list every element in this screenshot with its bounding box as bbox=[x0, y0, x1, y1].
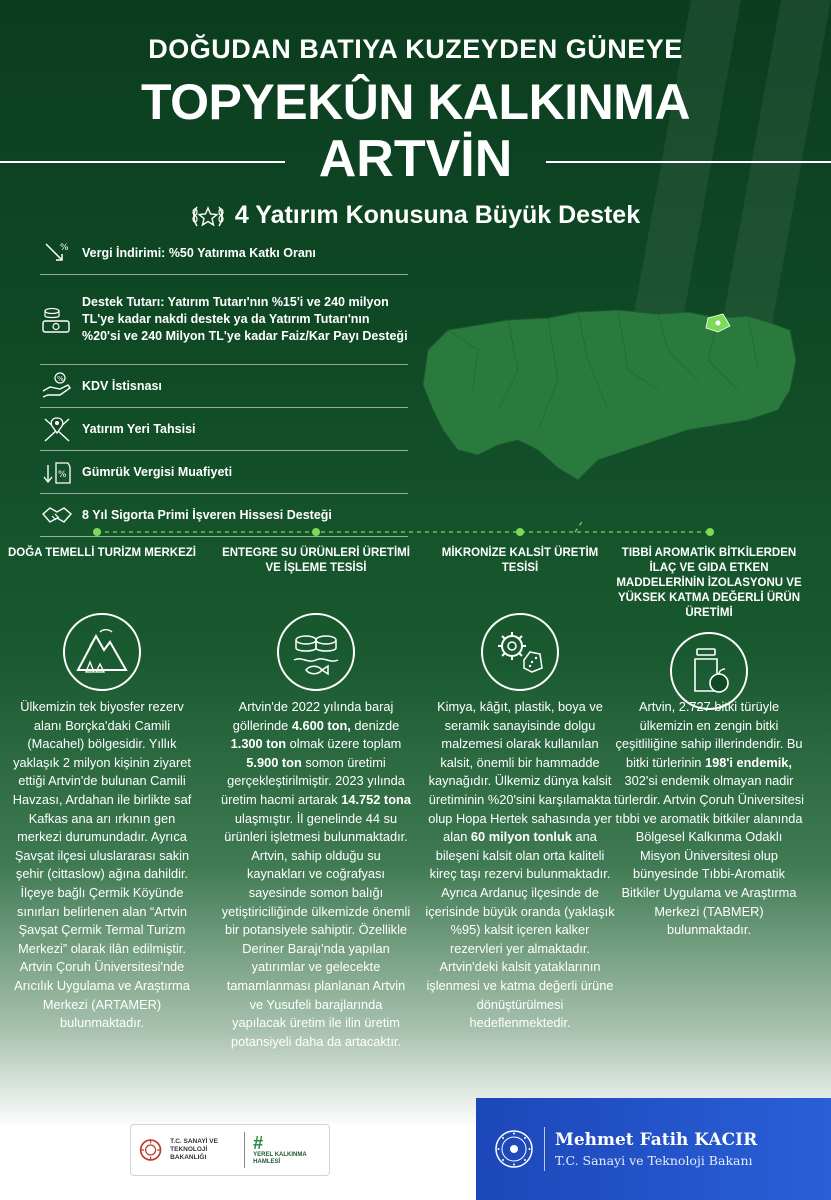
body-part: olmak üzere toplam bbox=[286, 736, 402, 752]
minister-role: T.C. Sanayi ve Teknoloji Bakanı bbox=[555, 1153, 753, 1168]
city-title: ARTVİN bbox=[318, 130, 513, 188]
svg-text:%: % bbox=[58, 470, 67, 480]
hashtag-text: YEREL KALKINMA HAMLESİ bbox=[253, 1152, 307, 1165]
banner-divider bbox=[544, 1127, 545, 1171]
support-text: Destek Tutarı: Yatırım Tutarı'nın %15'i ve 240 milyon TL'ye kadar nakdi destek ya da Yatırım Tutarı'nın %20'si ve 240 Milyon TL'ye kadar Faiz/Kar Payı Desteği bbox=[82, 295, 408, 343]
topic-title: TIBBİ AROMATİK BİTKİLERDEN İLAÇ VE GIDA ETKEN MADDELERİNİN İZOLASYONU VE YÜKSEK KATMA DEĞERLİ ÜRÜN ÜRETİMİ bbox=[616, 547, 802, 619]
svg-text:%: % bbox=[60, 243, 69, 253]
body-part-bold: 5.900 ton bbox=[246, 754, 302, 770]
support-text: Yatırım Yeri Tahsisi bbox=[82, 421, 196, 436]
topic-body bbox=[614, 698, 804, 940]
fish-farm-icon bbox=[274, 610, 358, 694]
support-list bbox=[40, 232, 408, 537]
support-item-amount bbox=[40, 275, 408, 365]
body-part: Artvin'de 2022 yılında baraj göllerinde bbox=[232, 699, 394, 733]
ministry-logo-box bbox=[130, 1124, 330, 1176]
minister-name: Mehmet Fatih KACIR bbox=[555, 1130, 758, 1150]
header bbox=[0, 34, 831, 230]
svg-text:%: % bbox=[57, 375, 64, 383]
topic-title: MİKRONİZE KALSİT ÜRETİM TESİSİ bbox=[441, 547, 599, 574]
body-part-bold: 198'i endemik, bbox=[704, 754, 792, 770]
laurel-star-icon bbox=[191, 202, 225, 230]
subtitle-text: 4 Yatırım Konusuna Büyük Destek bbox=[234, 201, 641, 229]
topic-title: ENTEGRE SU ÜRÜNLERİ ÜRETİMİ VE İŞLEME TESİSİ bbox=[222, 547, 410, 574]
support-item-tax bbox=[40, 232, 408, 275]
body-part-bold: 1.300 ton bbox=[230, 736, 287, 752]
timeline bbox=[0, 522, 831, 542]
body-part: ulaşmıştır. İl genelinde 44 su ürünleri işletmesi bulunmaktadır. Artvin, sahip olduğu su kaynakları ve coğrafyası sayesinde somon balığı yetiştiriciliğinde ülkemizde önemli bir potansiyele sahiptir. Özellikle Deriner Barajı'nda yapılan yatırımlar ve gelecekte tamamlanması planlanan Artvin ve Yusufeli barajlarında yapılacak üretim ile ilin üretim potansiyeli daha da artacaktır. bbox=[221, 810, 411, 1049]
main-title: TOPYEKÛN KALKINMA bbox=[141, 74, 690, 130]
minister-info bbox=[555, 1130, 757, 1168]
support-item-vat bbox=[40, 365, 408, 408]
topic-title: DOĞA TEMELLİ TURİZM MERKEZİ bbox=[7, 547, 197, 559]
hand-percent-icon bbox=[40, 371, 74, 401]
body-part: ana bileşeni kalsit olan orta kaliteli kireç taşı rezervi bulunmaktadır. Ayrıca Ardanuç ilçesinde de içerisinde büyük oranda (yaklaşık %95) kalsit içeren kalker rezervleri yer almaktadır. Artvin'deki kalsit yataklarının işlenmesi ve katma değerli ürüne dönüştürülmesi hedeflenmektedir. bbox=[425, 829, 615, 1031]
support-item-land bbox=[40, 408, 408, 451]
hashtag-logo bbox=[253, 1134, 321, 1166]
body-part: Kimya, kâğıt, plastik, boya ve seramik sanayisinde dolgu malzemesi olarak kullanılan kalsit, önemli bir hammadde kaynağıdır. Ülkemiz dünya kalsit üretiminin %20'sini karşılamakta olup Hopa Hertek sahasında yer alan bbox=[428, 699, 612, 845]
turkey-map bbox=[418, 290, 798, 490]
body-part-bold: 60 milyon tonluk bbox=[470, 829, 572, 845]
topic-body: Ülkemizin tek biyosfer rezerv alanı Borçka'daki Camili (Macahel) bölgesidir. Yıllık yaklaşık 2 milyon kişinin ziyaret ettiği Artvin'de bulunan Camili Havzası, Ardahan ile birlikte saf Kafkas ana arı ırkının gen merkezi durumundadır. Ayrıca Şavşat ilçesi uluslararası sakin şehir (cittaslow) ağına dahildir. İlçeye bağlı Çermik Köyünde sınırları belirlenen alan “Artvin Şavşat Çermik Termal Turizm Merkezi” olarak ilân edilmiştir. Artvin Çoruh Üniversitesi'nde Arıcılık Uygulama ve Araştırma Merkezi (ARTAMER) bulunmaktadır. bbox=[12, 699, 192, 1031]
ministry-name: T.C. SANAYİ VE TEKNOLOJİ BAKANLIĞI bbox=[170, 1138, 218, 1161]
topic-calcite bbox=[425, 540, 615, 1031]
subtitle bbox=[0, 201, 831, 230]
topic-body bbox=[425, 698, 615, 1033]
pretitle: DOĞUDAN BATIYA KUZEYDEN GÜNEYE bbox=[148, 34, 683, 64]
topic-aquaculture bbox=[221, 540, 411, 1049]
tax-discount-icon bbox=[40, 238, 74, 268]
topic-aromatic-plants bbox=[614, 540, 804, 938]
money-stack-icon bbox=[40, 305, 74, 335]
support-item-customs bbox=[40, 451, 408, 494]
hashtag-symbol: # bbox=[253, 1133, 264, 1153]
topic-body bbox=[221, 698, 411, 1051]
body-part: somon üretimi gerçekleştirilmiştir. 2023 yılında üretim hacmi artarak bbox=[221, 754, 405, 807]
body-part-bold: 4.600 ton, bbox=[291, 717, 351, 733]
artvin-marker bbox=[716, 321, 721, 326]
customs-percent-icon bbox=[40, 457, 74, 487]
title-line-right bbox=[546, 161, 831, 163]
gear-mineral-icon bbox=[478, 610, 562, 694]
support-text: Vergi İndirimi: %50 Yatırıma Katkı Oranı bbox=[82, 245, 316, 260]
minister-banner bbox=[476, 1098, 831, 1200]
footer-separator bbox=[244, 1132, 245, 1168]
presidential-seal-icon bbox=[494, 1129, 534, 1169]
body-part: denizde bbox=[350, 717, 400, 733]
ministry-emblem-icon bbox=[139, 1136, 162, 1164]
city-title-row bbox=[0, 131, 831, 187]
location-pin-icon bbox=[40, 414, 74, 444]
topic-tourism bbox=[7, 540, 197, 1031]
support-text: KDV İstisnası bbox=[82, 378, 162, 393]
body-part: 302'si endemik olmayan nadir türlerdir. Artvin Çoruh Üniversitesi tıbbi ve aromatik bitkiler alanında Bölgesel Kalkınma Odaklı Misyon Üniversitesi olup bünyesinde Tıbbi-Aromatik Bitkiler Uygulama ve Araştırma Merkezi (TABMER) bulunmaktadır. bbox=[614, 773, 804, 938]
support-text: 8 Yıl Sigorta Primi İşveren Hissesi Desteği bbox=[82, 507, 332, 522]
support-text: Gümrük Vergisi Muafiyeti bbox=[82, 464, 233, 479]
body-part: Artvin, 2.727 bitki türüyle ülkemizin en zengin bitki çeşitliliğine sahip illerindendir. Bu bitki türlerinin bbox=[615, 699, 803, 770]
title-line-left bbox=[0, 161, 285, 163]
mountain-icon bbox=[60, 610, 144, 694]
body-part-bold: 14.752 tona bbox=[341, 791, 411, 807]
